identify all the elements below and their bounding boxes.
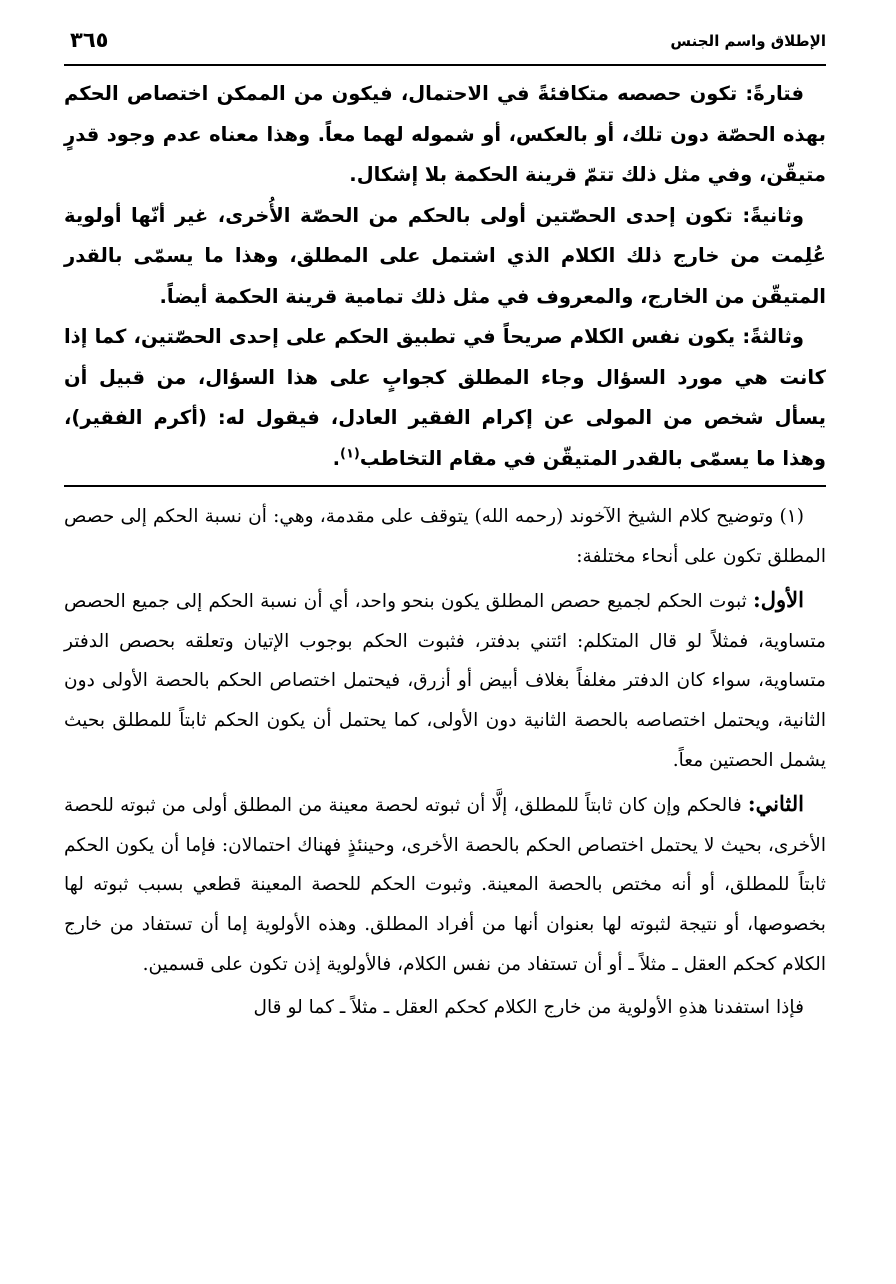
- footnote-text: فالحكم وإن كان ثابتاً للمطلق، إلَّا أن ثبوته لحصة معينة من المطلق أولى من ثبوته للحصة الأخرى، بحيث لا يحتمل اختصاص الحكم بالحصة الأخرى، وحينئذٍ فهناك احتمالان: فإما أن يكون الحكم ثابتاً للمطلق، أو أنه مختص بالحصة المعينة. وثبوت الحكم للحصة المعينة قطعي بسبب ثبوته لها بخصوصها، أو نتيجة لثبوته لها بعنوان أنها من أفراد المطلق. وهذه الأولوية إما أن تستفاد من خارج الكلام كحكم العقل ـ مثلاً ـ أو أن تستفاد من نفس الكلام، فالأولوية إذن تكون على قسمين.: [64, 795, 826, 975]
- footnote-lead: الأول:: [753, 587, 804, 613]
- paragraph-text: تكون إحدى الحصّتين أولى بالحكم من الحصّة الأُخرى، غير أنّها أولوية عُلِمت من خارج ذلك الكلام الذي اشتمل على المطلق، وهذا ما يسمّى بالقدر المتيقّن من الخارج، والمعروف في مثل ذلك تمامية قرينة الحكمة أيضاً.: [64, 203, 826, 308]
- main-text: [64, 66, 826, 479]
- paragraph-end: .: [332, 446, 341, 470]
- footnote-paragraph: [64, 988, 826, 1028]
- footnote-text: ثبوت الحكم لجميع حصص المطلق يكون بنحو واحد، أي أن نسبة الحكم إلى جميع الحصص متساوية، فمثلاً لو قال المتكلم: ائتني بدفتر، فثبوت الحكم بوجوب الإتيان وتعلقه بحصص الدفتر متساوية، سواء كان الدفتر مغلفاً بغلاف أبيض أو أزرق، فيحتمل اختصاص الحكم بالحصة الأولى دون الثانية، ويحتمل اختصاصه بالحصة الثانية دون الأولى، كما يحتمل أن يكون الحكم ثابتاً للمطلق بحيث يشمل الحصتين معاً.: [64, 591, 826, 771]
- page-header: [64, 28, 826, 66]
- paragraph-lead: فتارةً:: [745, 82, 804, 105]
- main-paragraph: [64, 196, 826, 318]
- main-paragraph: [64, 74, 826, 196]
- footnotes: [64, 497, 826, 1028]
- footnote-paragraph: [64, 580, 826, 780]
- main-paragraph: [64, 317, 826, 479]
- footnote-lead: الثاني:: [747, 791, 804, 817]
- footnote-reference[interactable]: (١): [340, 446, 360, 461]
- paragraph-lead: وثانيةً:: [742, 203, 804, 227]
- book-page: [64, 28, 826, 1032]
- footnote-text: (١) وتوضيح كلام الشيخ الآخوند (رحمه الله) يتوقف على مقدمة، وهي: أن نسبة الحكم إلى حصص المطلق تكون على أنحاء مختلفة:: [64, 506, 826, 567]
- running-title: الإطلاق واسم الجنس: [670, 32, 826, 50]
- paragraph-text: يكون نفس الكلام صريحاً في تطبيق الحكم على إحدى الحصّتين، كما إذا كانت هي مورد السؤال وجاء المطلق كجوابٍ على هذا السؤال، من قبيل أن يسأل شخص من المولى عن إكرام الفقير العادل، فيقول له: (أكرم الفقير)، وهذا ما يسمّى بالقدر المتيقّن في مقام التخاطب: [64, 325, 826, 470]
- footnote-divider: [64, 485, 826, 487]
- footnote-paragraph: [64, 497, 826, 576]
- paragraph-text: تكون حصصه متكافئةً في الاحتمال، فيكون من الممكن اختصاص الحكم بهذه الحصّة دون تلك، أو بالعكس، أو شموله لهما معاً. وهذا معناه عدم وجود قدرٍ متيقّن، وفي مثل ذلك تتمّ قرينة الحكمة بلا إشكال.: [64, 82, 826, 186]
- page-number: ٣٦٥: [70, 28, 109, 52]
- paragraph-lead: وثالثةً:: [742, 325, 804, 348]
- footnote-text: فإذا استفدنا هذهِ الأولوية من خارج الكلام كحكم العقل ـ مثلاً ـ كما لو قال: [253, 997, 804, 1019]
- footnote-paragraph: [64, 784, 826, 984]
